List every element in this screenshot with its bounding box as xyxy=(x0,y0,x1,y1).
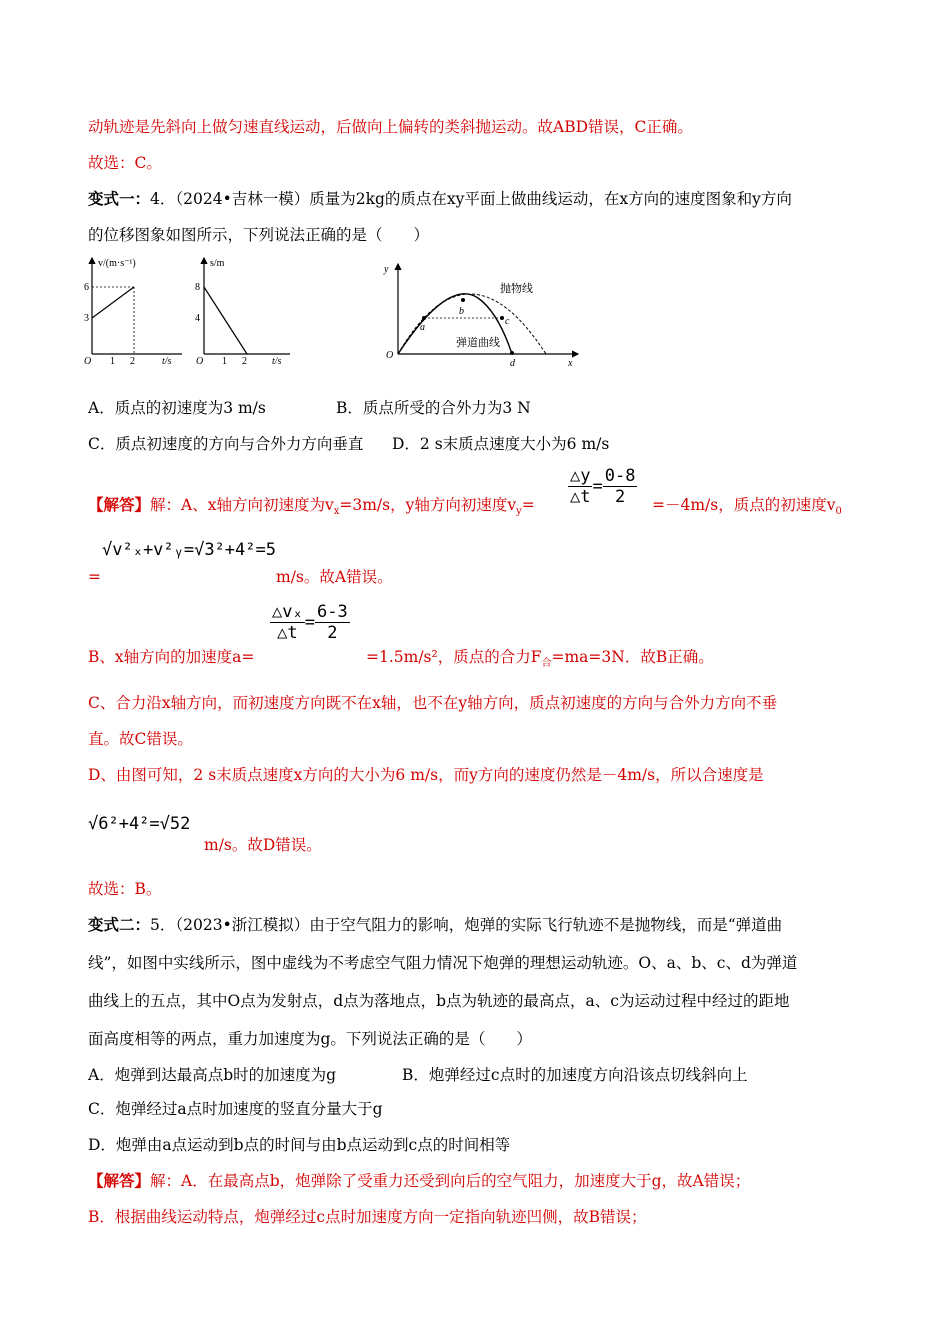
question-4 xyxy=(88,188,792,210)
q5-option-a: A．炮弹到达最高点b时的加速度为g xyxy=(88,1066,337,1084)
point-b: b xyxy=(459,306,464,317)
answer-4-line1-end: =－4m/s，质点的初速度$v_0$ xyxy=(652,496,842,518)
question-5-cont2: 曲线上的五点，其中O点为发射点，d点为落地点，b点为轨迹的最高点，a、c为运动过程中经过的距地 xyxy=(88,992,790,1010)
g2-tick-y1: 4 xyxy=(195,313,200,324)
g1-tick-y1: 3 xyxy=(84,313,89,324)
g1-origin: O xyxy=(84,356,92,367)
point-a: a xyxy=(420,322,425,333)
fraction-vy: $\frac{\triangle y}{\triangle t}$ = $\frac{0-8}{2}$ xyxy=(570,466,636,507)
answer-5-line2: B．根据曲线运动特点，炮弹经过c点时加速度方向一定指向轨迹凹侧，故B错误； xyxy=(88,1208,647,1226)
question-5-cont1: 线”，如图中实线所示，图中虚线为不考虑空气阻力情况下炮弹的理想运动轨迹。O、a、b、c、d为弹道 xyxy=(88,954,798,972)
velocity-time-graph xyxy=(84,252,184,370)
q5-option-c: C．炮弹经过a点时加速度的竖直分量大于g xyxy=(88,1100,383,1118)
g3-ylabel: y xyxy=(384,264,389,275)
q5-option-b: B．炮弹经过c点时的加速度方向沿该点切线斜向上 xyxy=(402,1066,748,1084)
g2-origin: O xyxy=(196,356,204,367)
q5-option-d: D．炮弹由a点运动到b点的时间与由b点运动到c点的时间相等 xyxy=(88,1136,511,1154)
g3-origin: O xyxy=(386,350,394,361)
question-5-cont3: 面高度相等的两点，重力加速度为g。下列说法正确的是（ ） xyxy=(88,1030,532,1048)
variant-label-2: 变式二： xyxy=(88,915,151,934)
g2-tick-x0: 1 xyxy=(222,356,227,367)
displacement-time-graph xyxy=(194,252,294,370)
g2-line xyxy=(204,287,247,354)
answer-4-line7-end: m/s。故D错误。 xyxy=(204,836,322,854)
variant-label: 变式一： xyxy=(88,189,151,208)
answer-5-line1: 【解答】解：A．在最高点b，炮弹除了受重力还受到向后的空气阻力，加速度大于g，故A错误； xyxy=(88,1171,751,1190)
answer-choice: 故选：C。 xyxy=(88,154,162,172)
sqrt-expression-2: √6²+4²=√52 xyxy=(88,814,191,834)
trajectory-graph xyxy=(378,258,582,370)
question-5: 变式二：5．（2023•浙江模拟）由于空气阻力的影响，炮弹的实际飞行轨迹不是抛物线，而是“弹道曲 xyxy=(88,915,783,934)
g1-xlabel: t/s xyxy=(162,356,172,367)
answer-4-line3: B、x轴方向的加速度a= xyxy=(88,648,255,666)
answer-4-line3-end: =1.5m/s²，质点的合力$F_合=ma=3N$．故B正确。 xyxy=(366,648,714,670)
answer-4-line1: 【解答】解：A、x轴方向初速度为$v_x=3m/s$，y轴方向初速度$v_y=$ xyxy=(88,495,535,518)
q4-option-d: D．2 s末质点速度大小为6 m/s xyxy=(392,435,610,453)
g1-ylabel: v/(m·s⁻¹) xyxy=(98,258,136,269)
g1-tick-y0: 6 xyxy=(84,282,89,293)
fraction-acceleration: $\frac{\text{△vₓ}}{\triangle t}$ = $\frac{6-3}{2}$ xyxy=(272,602,348,643)
label-parabola: 抛物线 xyxy=(500,283,533,295)
q4-option-c: C．质点初速度的方向与合外力方向垂直 xyxy=(88,435,364,453)
answer-4-line4: C、合力沿x轴方向，而初速度方向既不在x轴，也不在y轴方向，质点初速度的方向与合外力方向不垂 xyxy=(88,694,778,712)
answer-tag: 【解答】 xyxy=(88,495,151,514)
sqrt-expression-1: √v²ₓ+v²ᵧ=√3²+4²=5 xyxy=(102,540,276,560)
g3-xlabel: x xyxy=(568,358,573,369)
g2-tick-y0: 8 xyxy=(195,282,200,293)
answer-4-line2-end: m/s。故A错误。 xyxy=(276,568,393,586)
question-4-cont: 的位移图象如图所示，下列说法正确的是（ ） xyxy=(88,226,430,244)
answer-4-line6: D、由图可知，2 s末质点速度x方向的大小为6 m/s，而y方向的速度仍然是－4m/s，所以合速度是 xyxy=(88,766,764,784)
answer-continuation: 动轨迹是先斜向上做匀速直线运动，后做向上偏转的类斜抛运动。故ABD错误，C正确。 xyxy=(88,118,693,136)
q4-option-b: B．质点所受的合外力为3 N xyxy=(336,399,531,417)
label-ballistic: 弹道曲线 xyxy=(456,337,500,349)
answer-4-line5: 直。故C错误。 xyxy=(88,730,193,748)
g2-tick-x1: 2 xyxy=(242,356,247,367)
question-text: 4．（2024•吉林一模）质量为2kg的质点在xy平面上做曲线运动，在x方向的速度图象和y方向 xyxy=(150,190,792,208)
q4-option-a: A．质点的初速度为3 m/s xyxy=(88,399,266,417)
answer-4-line2: = xyxy=(88,568,101,586)
point-c: c xyxy=(505,316,510,327)
g2-xlabel: t/s xyxy=(272,356,282,367)
g1-tick-x0: 1 xyxy=(110,356,115,367)
answer-4-choice: 故选：B。 xyxy=(88,880,162,898)
g1-tick-x1: 2 xyxy=(130,356,135,367)
g2-ylabel: s/m xyxy=(210,258,225,269)
point-d: d xyxy=(510,358,515,369)
g1-line xyxy=(92,287,134,318)
